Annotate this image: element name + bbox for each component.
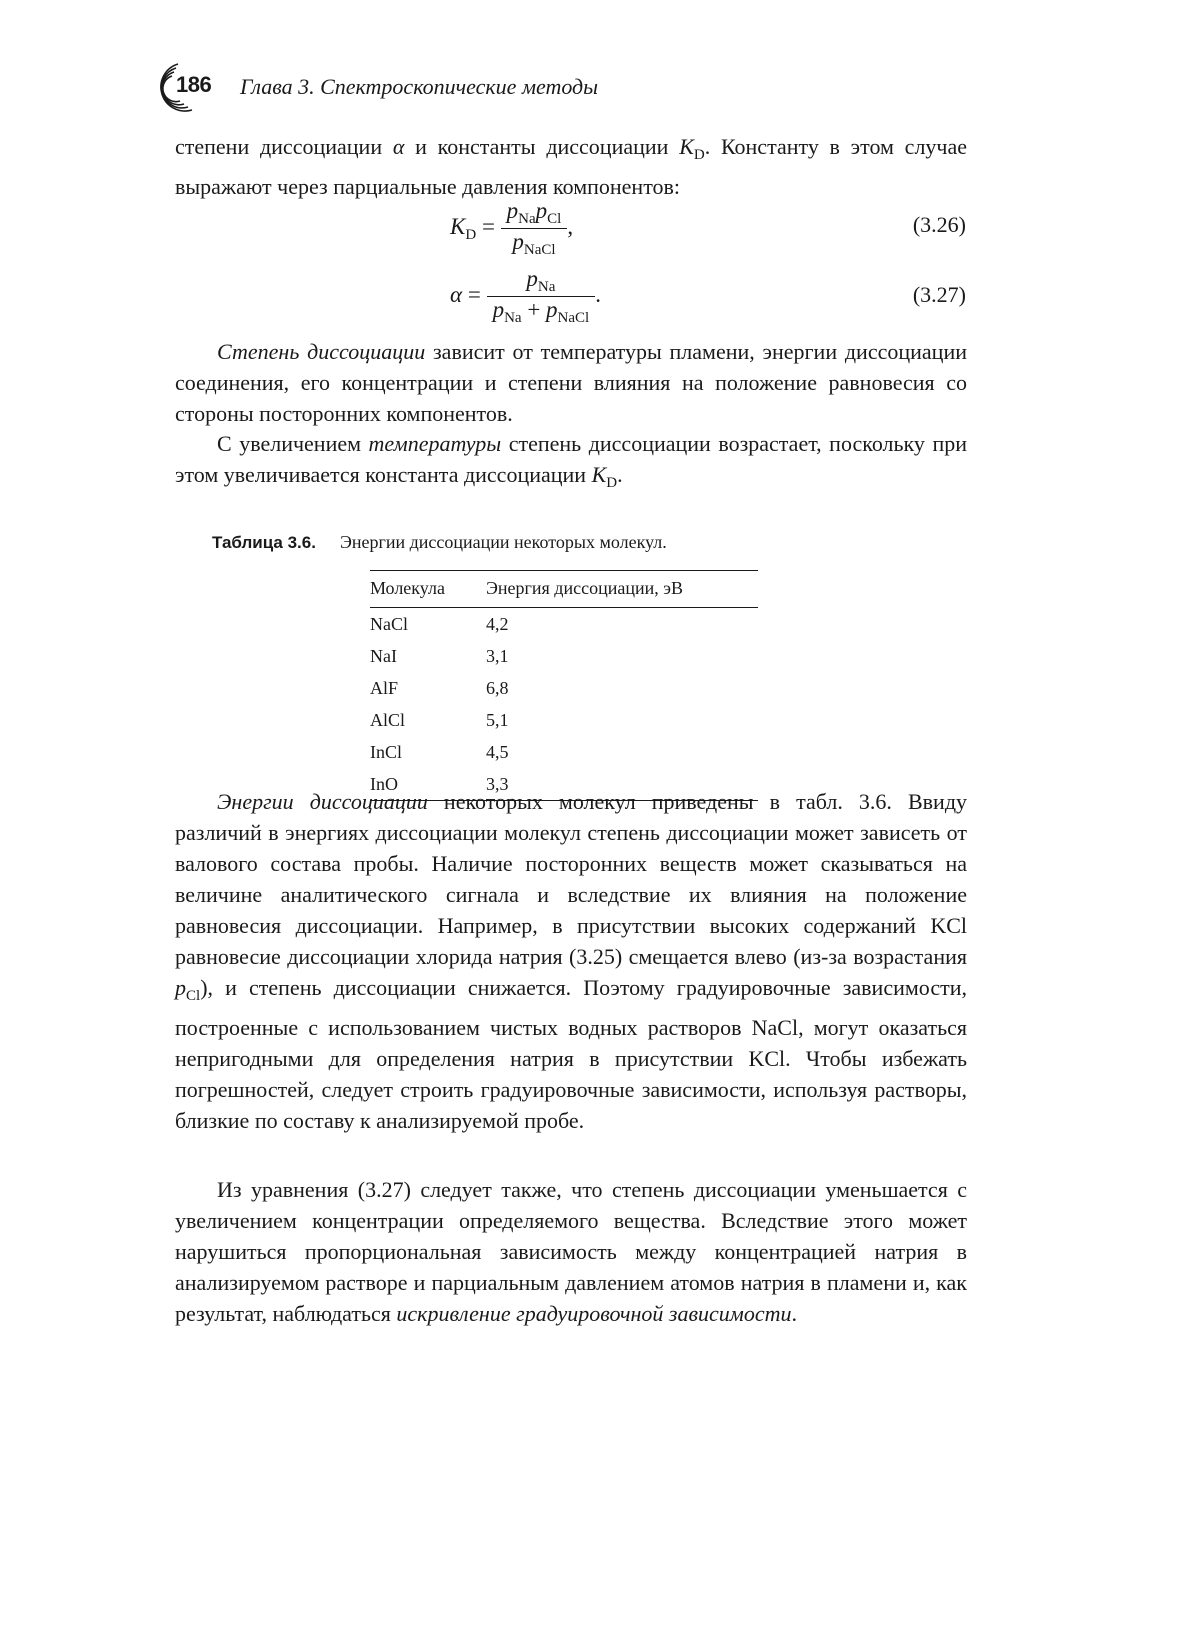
energy-cell: 3,3 xyxy=(486,768,758,801)
fraction: $\frac{p_{Na}p_{Cl}}{p_{NaCl}}$ xyxy=(501,198,568,259)
table-row xyxy=(370,640,758,672)
equation-3-27: α = $\frac{p_{Na}}{p_{Na} + p_{NaCl}}$ . xyxy=(450,266,601,326)
fraction: $\frac{p_{Na}}{p_{Na} + p_{NaCl}}$ xyxy=(487,266,596,327)
molecule-cell: AlF xyxy=(370,677,399,698)
table-caption-text: Энергии диссоциации некоторых молекул. xyxy=(339,532,667,552)
final-paragraph: Из уравнения (3.27) следует также, что степень диссоциации уменьшается с увеличением концентрации определяемого вещества. Вследствие этого может нарушиться пропорциональная зависимость между концентрацией натрия в анализируемом растворе и парциальным давлением атомов натрия в пламени и, как результат, наблюдаться искривление градуировочной зависимости. xyxy=(175,1177,967,1326)
energy-cell: 3,1 xyxy=(486,645,509,666)
energy-cell: 6,8 xyxy=(486,677,509,698)
page-number: 186 xyxy=(176,72,212,97)
molecule-cell: InO xyxy=(370,768,486,801)
equation-3-26: $K_D$ = $\frac{p_{Na}p_{Cl}}{p_{NaCl}}$ , xyxy=(450,198,574,258)
table-caption xyxy=(212,532,667,553)
dissociation-energy-table xyxy=(370,570,758,801)
energy-cell: 4,5 xyxy=(486,741,509,762)
table-row xyxy=(370,704,758,736)
table-row xyxy=(370,736,758,768)
page-header xyxy=(148,58,968,118)
energy-cell: 5,1 xyxy=(486,709,509,730)
molecule-cell: InCl xyxy=(370,741,403,762)
energy-paragraph: Энергии диссоциации некоторых молекул приведены в табл. 3.6. Ввиду различий в энергиях диссоциации молекул степень диссоциации может зависеть от валового состава пробы. Наличие посторонних веществ может сказываться на величине аналитического сигнала и вследствие их влияния на положение равновесия диссоциации. Например, в присутствии высоких содержаний KCl равновесие диссоциации хлорида натрия (3.25) смещается влево (из-за возрастания $p_{Cl}$), и степень диссоциации снижается. Поэтому градуировочные зависимости, построенные с использованием чистых водных растворов NaCl, могут оказаться непригодными для определения натрия в присутствии KCl. Чтобы избежать погрешностей, следует строить градуировочные зависимости, используя растворы, близкие по составу к анализируемой пробе. xyxy=(175,789,968,1133)
table-row xyxy=(370,608,758,641)
equation-number: (3.27) xyxy=(912,282,966,307)
column-header-energy: Энергия диссоциации, эВ xyxy=(486,571,758,608)
temperature-paragraph: С увеличением температуры степень диссоциации возрастает, поскольку при этом увеличивается константа диссоциации $K_D$. xyxy=(175,431,967,491)
molecule-cell: NaI xyxy=(370,645,397,666)
equation-number: (3.26) xyxy=(912,212,966,237)
table-row xyxy=(370,672,758,704)
column-header-molecule: Молекула xyxy=(370,571,486,608)
energy-cell: 4,2 xyxy=(486,613,509,634)
molecule-cell: NaCl xyxy=(370,613,408,634)
molecule-cell: AlCl xyxy=(370,709,406,730)
dissociation-degree-paragraph: Степень диссоциации зависит от температуры пламени, энергии диссоциации соединения, его концентрации и степени влияния на положение равновесия со стороны посторонних компонентов. xyxy=(175,339,967,426)
running-title: Глава 3. Спектроскопические методы xyxy=(240,74,599,99)
table-label: Таблица 3.6. xyxy=(212,533,316,552)
table-header-row xyxy=(370,571,758,608)
intro-paragraph: степени диссоциации α и константы диссоциации $K_D$. Константу в этом случае выражают через парциальные давления компонентов: xyxy=(175,134,968,199)
